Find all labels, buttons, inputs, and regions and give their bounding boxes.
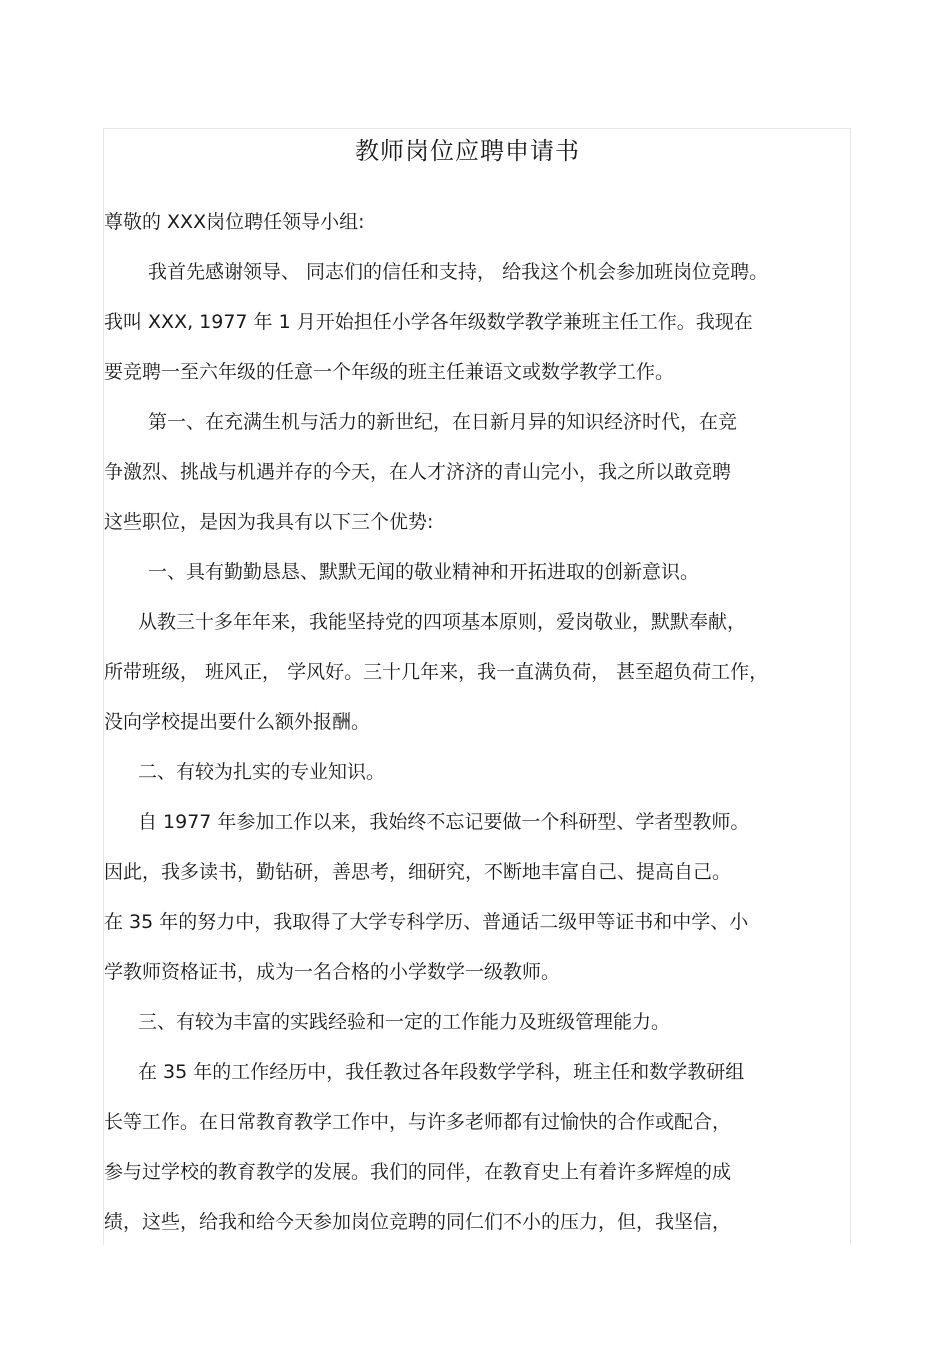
body-line: 长等工作。在日常教育教学工作中，与许多老师都有过愉快的合作或配合，	[104, 1111, 732, 1133]
body-line: 从教三十多年年来，我能坚持党的四项基本原则，爱岗敬业，默默奉献，	[138, 611, 747, 633]
section-heading-2: 二、有较为扎实的专业知识。	[138, 761, 386, 783]
body-line: 没向学校提出要什么额外报酬。	[104, 711, 371, 733]
body-line: 参与过学校的教育教学的发展。我们的同伴，在教育史上有着许多辉煌的成	[104, 1161, 732, 1183]
body-line: 绩，这些，给我和给今天参加岗位竞聘的同仁们不小的压力，但，我坚信，	[104, 1211, 732, 1233]
body-line: 这些职位，是因为我具有以下三个优势:	[104, 511, 434, 533]
section-heading-1: 一、具有勤勤恳恳、默默无闻的敬业精神和开拓进取的创新意识。	[148, 561, 700, 583]
body-line: 自 1977 年参加工作以来，我始终不忘记要做一个科研型、学者型教师。	[138, 811, 750, 833]
body-line: 我首先感谢领导、 同志们的信任和支持， 给我这个机会参加班岗位竞聘。	[148, 261, 769, 283]
body-line: 我叫 XXX, 1977 年 1 月开始担任小学各年级数学教学兼班主任工作。我现在	[104, 311, 753, 333]
body-line: 争激烈、挑战与机遇并存的今天，在人才济济的青山完小，我之所以敢竞聘	[104, 461, 732, 483]
body-line: 学教师资格证书，成为一名合格的小学数学一级教师。	[104, 961, 561, 983]
body-line: 因此，我多读书，勤钻研，善思考，细研究，不断地丰富自己、提高自己。	[104, 861, 732, 883]
document-title: 教师岗位应聘申请书	[355, 137, 580, 165]
body-line: 在 35 年的工作经历中，我任教过各年段数学学科，班主任和数学教研组	[138, 1061, 745, 1083]
section-heading-3: 三、有较为丰富的实践经验和一定的工作能力及班级管理能力。	[138, 1011, 671, 1033]
body-line: 在 35 年的努力中，我取得了大学专科学历、普通话二级甲等证书和中学、小	[104, 911, 749, 933]
body-line: 所带班级， 班风正， 学风好。三十几年来，我一直满负荷， 甚至超负荷工作，	[104, 661, 769, 683]
body-line: 要竞聘一至六年级的任意一个年级的班主任兼语文或数学教学工作。	[104, 361, 675, 383]
body-line: 第一、在充满生机与活力的新世纪，在日新月异的知识经济时代，在竞	[148, 411, 738, 433]
salutation-line: 尊敬的 XXX岗位聘任领导小组:	[104, 211, 365, 233]
